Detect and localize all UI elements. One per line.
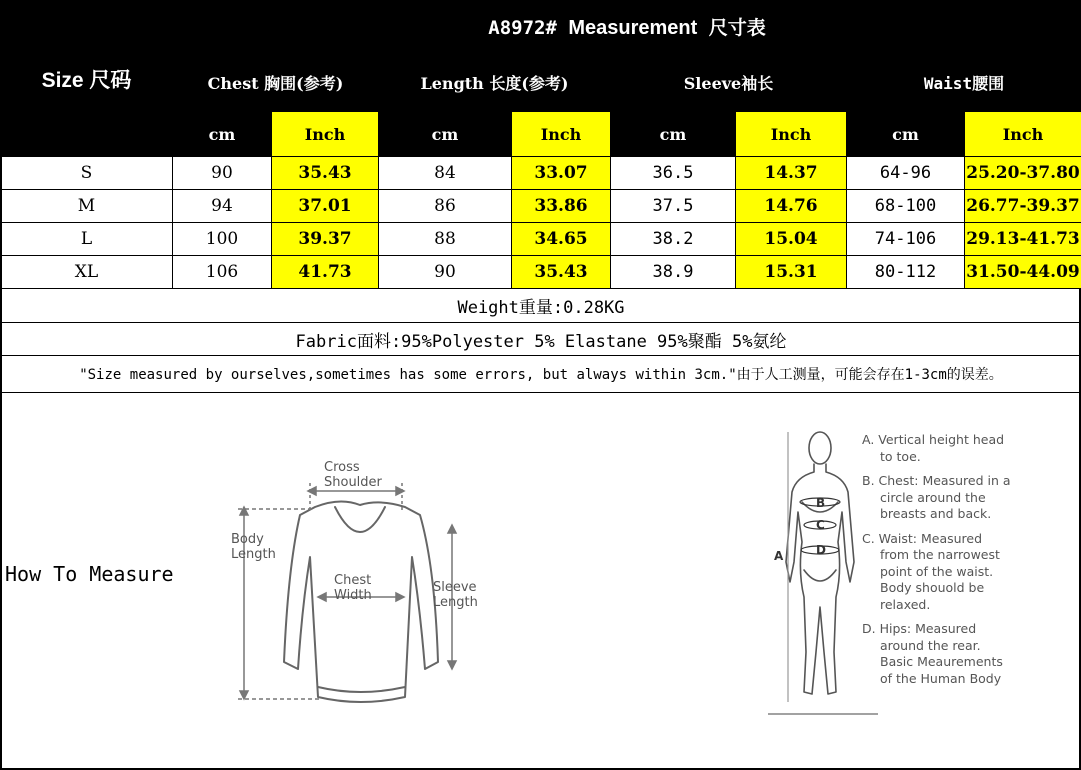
measurement-note: "Size measured by ourselves,sometimes has some errors, but always within 3cm."由于人工测量，可能会存在1-3cm的误差。 — [1, 356, 1081, 393]
waist-inch: 25.20-37.80 — [965, 157, 1081, 190]
length-inch: 33.86 — [512, 190, 611, 223]
group-length: Length 长度(参考) — [379, 53, 611, 112]
chest-cm: 94 — [173, 190, 272, 223]
table-row — [1, 256, 1081, 289]
chest-inch: 35.43 — [272, 157, 379, 190]
how-to-measure-section — [0, 392, 1081, 770]
legend-item: B. Chest: Measured in a circle around the breasts and back. — [862, 473, 1011, 521]
chest-label-1: Chest — [334, 573, 372, 588]
length-cm: 86 — [379, 190, 512, 223]
chest-inch: 37.01 — [272, 190, 379, 223]
waist-cm: 64-96 — [847, 157, 965, 190]
group-chest: Chest 胸围(参考) — [173, 53, 379, 112]
unit-inch: Inch — [965, 112, 1081, 157]
unit-cm: cm — [611, 112, 736, 157]
chart-title — [173, 1, 1081, 53]
letter-c: C — [816, 518, 825, 532]
sleeve-inch: 14.37 — [736, 157, 847, 190]
table-row — [1, 190, 1081, 223]
sleeve-cm: 37.5 — [611, 190, 736, 223]
sleeve-inch: 15.31 — [736, 256, 847, 289]
sleeve-inch: 14.76 — [736, 190, 847, 223]
cross-label-1: Cross — [324, 460, 360, 475]
table-row — [1, 223, 1081, 256]
waist-cm: 74-106 — [847, 223, 965, 256]
chest-cm: 106 — [173, 256, 272, 289]
unit-cm: cm — [379, 112, 512, 157]
measurement-legend — [862, 432, 1062, 695]
title-bold: Measurement — [568, 17, 698, 39]
sleeve-label-2: Length — [433, 595, 478, 610]
legend-item: C. Waist: Measured from the narrowest point of the waist. Body shouold be relaxed. — [862, 530, 1000, 612]
chest-inch: 39.37 — [272, 223, 379, 256]
sleeve-inch: 15.04 — [736, 223, 847, 256]
sleeve-label-1: Sleeve — [433, 580, 477, 595]
waist-cm: 80-112 — [847, 256, 965, 289]
length-inch: 35.43 — [512, 256, 611, 289]
group-sleeve: Sleeve袖长 — [611, 53, 847, 112]
legend-item: A. Vertical height head to toe. — [862, 432, 1005, 464]
length-cm: 88 — [379, 223, 512, 256]
size-cell: M — [1, 190, 173, 223]
waist-cm: 68-100 — [847, 190, 965, 223]
weight-row: Weight重量:0.28KG — [1, 289, 1081, 323]
body-label-2: Length — [231, 547, 276, 562]
unit-inch: Inch — [512, 112, 611, 157]
sleeve-cm: 38.2 — [611, 223, 736, 256]
chest-label-2: Width — [334, 588, 372, 603]
sleeve-cm: 36.5 — [611, 157, 736, 190]
letter-b: B — [816, 496, 826, 510]
letter-a: A — [774, 549, 784, 563]
unit-cm: cm — [173, 112, 272, 157]
size-cell: L — [1, 223, 173, 256]
table-row — [1, 157, 1081, 190]
unit-inch: Inch — [736, 112, 847, 157]
waist-inch: 26.77-39.37 — [965, 190, 1081, 223]
legend-item: D. Hips: Measured around the rear. Basic Meaurements of the Human Body — [862, 621, 1003, 686]
garment-diagram — [220, 447, 520, 747]
length-inch: 33.07 — [512, 157, 611, 190]
size-header: Size 尺码 — [1, 1, 173, 157]
cross-label-2: Shoulder — [324, 475, 382, 490]
body-label-1: Body — [231, 532, 264, 547]
group-waist: Waist腰围 — [847, 53, 1081, 112]
length-inch: 34.65 — [512, 223, 611, 256]
sleeve-cm: 38.9 — [611, 256, 736, 289]
model-number: A8972# — [488, 17, 557, 39]
unit-inch: Inch — [272, 112, 379, 157]
length-cm: 90 — [379, 256, 512, 289]
letter-d: D — [816, 543, 826, 557]
title-cn: 尺寸表 — [708, 17, 766, 39]
size-cell: S — [1, 157, 173, 190]
chest-inch: 41.73 — [272, 256, 379, 289]
chest-cm: 100 — [173, 223, 272, 256]
size-cell: XL — [1, 256, 173, 289]
length-cm: 84 — [379, 157, 512, 190]
chest-cm: 90 — [173, 157, 272, 190]
unit-cm: cm — [847, 112, 965, 157]
waist-inch: 31.50-44.09 — [965, 256, 1081, 289]
fabric-row: Fabric面料:95%Polyester 5% Elastane 95%聚酯 5%氨纶 — [1, 323, 1081, 356]
how-to-measure-label: How To Measure — [5, 562, 174, 586]
waist-inch: 29.13-41.73 — [965, 223, 1081, 256]
